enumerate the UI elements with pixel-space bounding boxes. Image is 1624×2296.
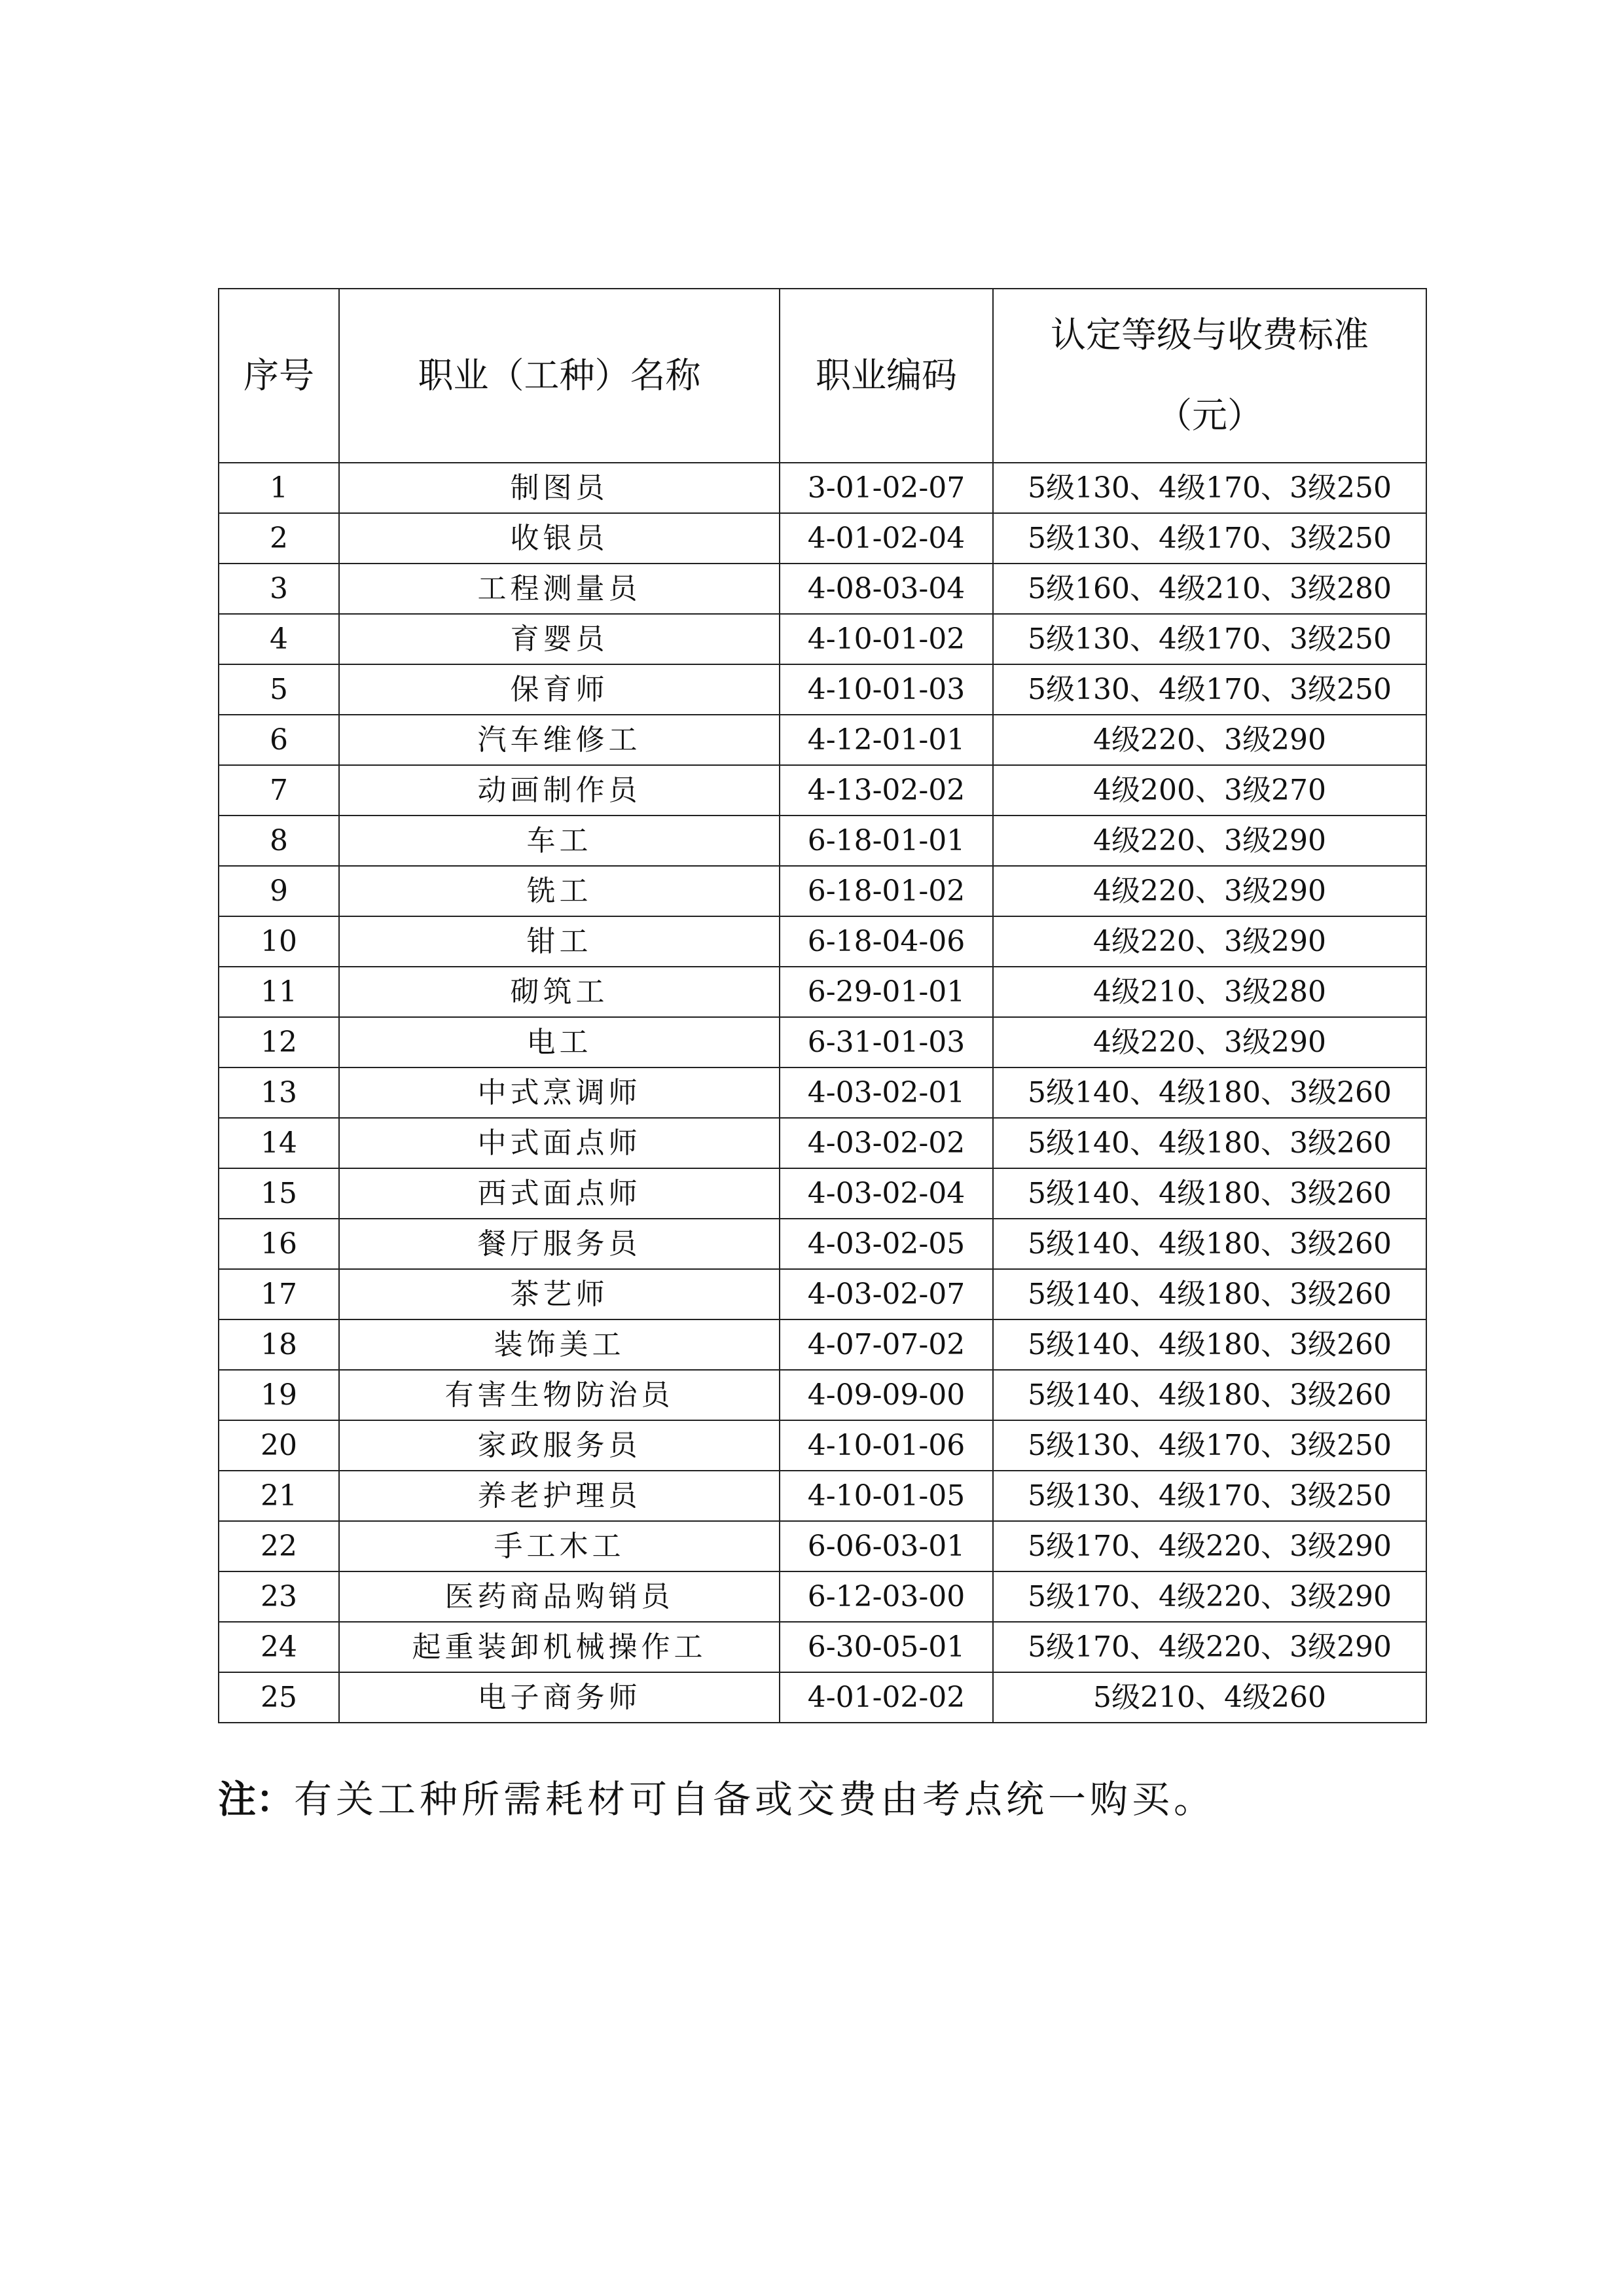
cell-seq: 9 xyxy=(219,866,339,916)
table-row xyxy=(219,1067,1426,1118)
cell-fee: 5级170、4级220、3级290 xyxy=(993,1571,1426,1622)
cell-code: 4-10-01-02 xyxy=(780,614,993,664)
cell-fee: 4级220、3级290 xyxy=(993,715,1426,765)
cell-seq: 2 xyxy=(219,513,339,564)
cell-code: 4-01-02-02 xyxy=(780,1672,993,1723)
cell-name: 家政服务员 xyxy=(339,1420,780,1471)
cell-code: 4-10-01-05 xyxy=(780,1471,993,1521)
cell-code: 6-06-03-01 xyxy=(780,1521,993,1571)
table-row xyxy=(219,1672,1426,1723)
cell-seq: 6 xyxy=(219,715,339,765)
cell-name: 手工木工 xyxy=(339,1521,780,1571)
cell-seq: 12 xyxy=(219,1017,339,1067)
cell-seq: 8 xyxy=(219,816,339,866)
table-header-row xyxy=(219,289,1426,463)
table-row xyxy=(219,664,1426,715)
cell-seq: 1 xyxy=(219,463,339,513)
cell-name: 电工 xyxy=(339,1017,780,1067)
cell-code: 4-03-02-07 xyxy=(780,1269,993,1319)
cell-code: 4-03-02-04 xyxy=(780,1168,993,1219)
cell-fee: 4级220、3级290 xyxy=(993,1017,1426,1067)
cell-fee: 5级140、4级180、3级260 xyxy=(993,1370,1426,1420)
cell-name: 茶艺师 xyxy=(339,1269,780,1319)
table-row xyxy=(219,614,1426,664)
header-name: 职业（工种）名称 xyxy=(339,289,780,463)
cell-fee: 5级210、4级260 xyxy=(993,1672,1426,1723)
table-row xyxy=(219,1521,1426,1571)
table-row xyxy=(219,1017,1426,1067)
cell-code: 4-03-02-01 xyxy=(780,1067,993,1118)
cell-seq: 15 xyxy=(219,1168,339,1219)
cell-code: 6-12-03-00 xyxy=(780,1571,993,1622)
table-row xyxy=(219,463,1426,513)
cell-seq: 17 xyxy=(219,1269,339,1319)
table-row xyxy=(219,816,1426,866)
cell-fee: 5级130、4级170、3级250 xyxy=(993,463,1426,513)
footnote-label: 注： xyxy=(218,1777,295,1821)
cell-code: 4-09-09-00 xyxy=(780,1370,993,1420)
header-seq: 序号 xyxy=(219,289,339,463)
cell-seq: 19 xyxy=(219,1370,339,1420)
table-row xyxy=(219,866,1426,916)
cell-seq: 22 xyxy=(219,1521,339,1571)
header-code: 职业编码 xyxy=(780,289,993,463)
header-fee-line1: 认定等级与收费标准 xyxy=(1051,314,1369,356)
cell-name: 装饰美工 xyxy=(339,1319,780,1370)
cell-seq: 16 xyxy=(219,1219,339,1269)
cell-fee: 4级210、3级280 xyxy=(993,967,1426,1017)
table-row xyxy=(219,1571,1426,1622)
cell-fee: 5级130、4级170、3级250 xyxy=(993,1471,1426,1521)
cell-name: 动画制作员 xyxy=(339,765,780,816)
table-row xyxy=(219,1118,1426,1168)
cell-fee: 5级140、4级180、3级260 xyxy=(993,1319,1426,1370)
cell-code: 4-03-02-02 xyxy=(780,1118,993,1168)
table-row xyxy=(219,1269,1426,1319)
cell-seq: 21 xyxy=(219,1471,339,1521)
cell-fee: 5级130、4级170、3级250 xyxy=(993,614,1426,664)
table-row xyxy=(219,564,1426,614)
header-fee xyxy=(993,289,1426,463)
cell-seq: 7 xyxy=(219,765,339,816)
table-row xyxy=(219,1471,1426,1521)
cell-fee: 5级140、4级180、3级260 xyxy=(993,1219,1426,1269)
table-row xyxy=(219,765,1426,816)
cell-fee: 5级140、4级180、3级260 xyxy=(993,1168,1426,1219)
table-row xyxy=(219,1168,1426,1219)
table-row xyxy=(219,967,1426,1017)
cell-code: 6-31-01-03 xyxy=(780,1017,993,1067)
table-row xyxy=(219,1420,1426,1471)
cell-code: 4-07-07-02 xyxy=(780,1319,993,1370)
cell-name: 起重装卸机械操作工 xyxy=(339,1622,780,1672)
footnote-text: 有关工种所需耗材可自备或交费由考点统一购买。 xyxy=(294,1777,1216,1821)
cell-fee: 4级200、3级270 xyxy=(993,765,1426,816)
cell-name: 铣工 xyxy=(339,866,780,916)
cell-name: 制图员 xyxy=(339,463,780,513)
table-row xyxy=(219,715,1426,765)
table-row xyxy=(219,1319,1426,1370)
cell-name: 电子商务师 xyxy=(339,1672,780,1723)
cell-code: 6-18-04-06 xyxy=(780,916,993,967)
cell-name: 育婴员 xyxy=(339,614,780,664)
cell-fee: 4级220、3级290 xyxy=(993,866,1426,916)
cell-code: 3-01-02-07 xyxy=(780,463,993,513)
cell-seq: 18 xyxy=(219,1319,339,1370)
table-row xyxy=(219,1370,1426,1420)
cell-fee: 5级170、4级220、3级290 xyxy=(993,1622,1426,1672)
cell-seq: 4 xyxy=(219,614,339,664)
cell-code: 6-18-01-01 xyxy=(780,816,993,866)
cell-seq: 3 xyxy=(219,564,339,614)
cell-name: 医药商品购销员 xyxy=(339,1571,780,1622)
cell-fee: 4级220、3级290 xyxy=(993,916,1426,967)
cell-name: 餐厅服务员 xyxy=(339,1219,780,1269)
cell-code: 4-10-01-03 xyxy=(780,664,993,715)
cell-name: 西式面点师 xyxy=(339,1168,780,1219)
cell-code: 4-08-03-04 xyxy=(780,564,993,614)
cell-code: 6-18-01-02 xyxy=(780,866,993,916)
cell-seq: 13 xyxy=(219,1067,339,1118)
cell-name: 保育师 xyxy=(339,664,780,715)
cell-seq: 25 xyxy=(219,1672,339,1723)
table-row xyxy=(219,916,1426,967)
cell-name: 养老护理员 xyxy=(339,1471,780,1521)
cell-code: 6-30-05-01 xyxy=(780,1622,993,1672)
cell-name: 汽车维修工 xyxy=(339,715,780,765)
cell-name: 有害生物防治员 xyxy=(339,1370,780,1420)
cell-seq: 20 xyxy=(219,1420,339,1471)
cell-fee: 5级160、4级210、3级280 xyxy=(993,564,1426,614)
table-row xyxy=(219,513,1426,564)
cell-seq: 11 xyxy=(219,967,339,1017)
cell-fee: 4级220、3级290 xyxy=(993,816,1426,866)
cell-code: 4-03-02-05 xyxy=(780,1219,993,1269)
fee-standard-table xyxy=(218,288,1427,1723)
cell-code: 4-13-02-02 xyxy=(780,765,993,816)
cell-code: 4-10-01-06 xyxy=(780,1420,993,1471)
cell-seq: 23 xyxy=(219,1571,339,1622)
cell-name: 工程测量员 xyxy=(339,564,780,614)
table-row xyxy=(219,1219,1426,1269)
cell-fee: 5级130、4级170、3级250 xyxy=(993,664,1426,715)
header-fee-line2: （元） xyxy=(1157,395,1263,436)
cell-name: 车工 xyxy=(339,816,780,866)
cell-name: 钳工 xyxy=(339,916,780,967)
table-row xyxy=(219,1622,1426,1672)
cell-fee: 5级130、4级170、3级250 xyxy=(993,1420,1426,1471)
cell-fee: 5级140、4级180、3级260 xyxy=(993,1067,1426,1118)
footnote xyxy=(218,1768,1216,1823)
cell-fee: 5级170、4级220、3级290 xyxy=(993,1521,1426,1571)
cell-seq: 14 xyxy=(219,1118,339,1168)
cell-fee: 5级140、4级180、3级260 xyxy=(993,1269,1426,1319)
table-body xyxy=(219,463,1426,1723)
cell-code: 4-12-01-01 xyxy=(780,715,993,765)
cell-seq: 24 xyxy=(219,1622,339,1672)
cell-seq: 5 xyxy=(219,664,339,715)
cell-name: 收银员 xyxy=(339,513,780,564)
cell-code: 6-29-01-01 xyxy=(780,967,993,1017)
cell-seq: 10 xyxy=(219,916,339,967)
cell-fee: 5级130、4级170、3级250 xyxy=(993,513,1426,564)
cell-code: 4-01-02-04 xyxy=(780,513,993,564)
cell-name: 中式烹调师 xyxy=(339,1067,780,1118)
cell-name: 砌筑工 xyxy=(339,967,780,1017)
cell-name: 中式面点师 xyxy=(339,1118,780,1168)
cell-fee: 5级140、4级180、3级260 xyxy=(993,1118,1426,1168)
